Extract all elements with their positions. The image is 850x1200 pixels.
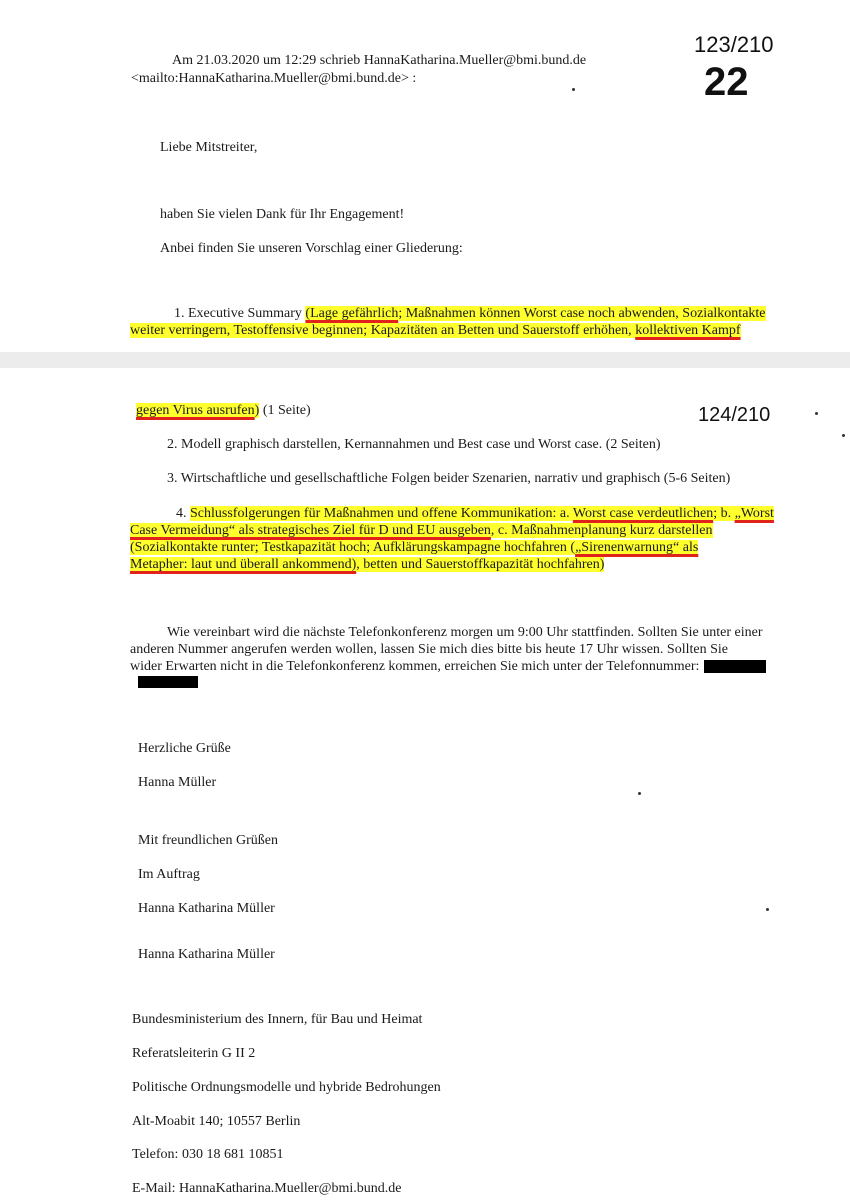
outline-item-1-line-2: weiter verringern, Testoffensive beginnen; Kapazitäten an Betten und Sauerstoff erhöhen, kollektiven Kampf [130,323,741,338]
document-number-stamp: 22 [704,60,749,104]
salutation: Liebe Mitstreiter, [160,140,258,155]
page-number-stamp: 123/210 [694,32,774,57]
scan-speck [842,434,845,437]
scan-speck [638,792,641,795]
signature-department: Politische Ordnungsmodelle und hybride Bedrohungen [132,1080,441,1095]
intro-line: Anbei finden Sie unseren Vorschlag einer Gliederung: [160,241,463,256]
conference-paragraph-line-3: wider Erwarten nicht in die Telefonkonferenz kommen, erreichen Sie mich unter der Telefonnummer: [130,659,700,674]
signature-email[interactable]: E-Mail: HannaKatharina.Mueller@bmi.bund.de [132,1181,402,1196]
outline-item-1-continued: gegen Virus ausrufen) (1 Seite) [136,403,311,418]
redacted-phone-number-cont [138,676,198,688]
email-mailto-link[interactable]: <mailto:HannaKatharina.Mueller@bmi.bund.de> : [131,71,417,86]
email-header-line: Am 21.03.2020 um 12:29 schrieb HannaKatharina.Mueller@bmi.bund.de [172,53,587,68]
document-page-123 [0,0,850,352]
highlight-kampf: kollektiven Kampf [635,323,741,338]
scan-speck [572,88,575,91]
outline-item-4-line-1: 4. Schlussfolgerungen für Maßnahmen und offene Kommunikation: a. Worst case verdeutlichen; b. „Worst [176,506,774,521]
sender-full-name: Hanna Katharina Müller [138,901,275,916]
formal-greeting: Mit freundlichen Grüßen [138,833,278,848]
outline-item-3: 3. Wirtschaftliche und gesellschaftliche Folgen beider Szenarien, narrativ und graphisch (5-6 Seiten) [167,471,731,486]
signature-role: Referatsleiterin G II 2 [132,1046,256,1061]
page-number-stamp: 124/210 [698,404,771,426]
outline-item-4-line-3: (Sozialkontakte runter; Testkapazität hoch; Aufklärungskampagne hochfahren („Sirenenwarnung“ als [130,540,699,555]
outline-item-2: 2. Modell graphisch darstellen, Kernannahmen und Best case und Worst case. (2 Seiten) [167,437,661,452]
document-page-124 [0,368,850,1200]
scan-speck [766,908,769,911]
im-auftrag: Im Auftrag [138,867,200,882]
conference-paragraph-line-1: Wie vereinbart wird die nächste Telefonkonferenz morgen um 9:00 Uhr stattfinden. Sollten Sie unter einer [167,625,763,640]
signature-ministry: Bundesministerium des Innern, für Bau und Heimat [132,1012,423,1027]
scan-speck [815,412,818,415]
outline-item-4-line-4: Metapher: laut und überall ankommend), betten und Sauerstoffkapazität hochfahren) [130,557,605,572]
outline-item-1-line-1: 1. Executive Summary (Lage gefährlich; Maßnahmen können Worst case noch abwenden, Sozialkontakte [174,306,766,321]
page-separator [0,352,850,368]
redacted-phone-number [704,660,766,673]
outline-item-4-line-2: Case Vermeidung“ als strategisches Ziel für D und EU ausgeben, c. Maßnahmenplanung kurz darstellen [130,523,713,538]
conference-paragraph-line-2: anderen Nummer angerufen werden wollen, lassen Sie mich dies bitte bis heute 17 Uhr wissen. Sollten Sie [130,642,728,657]
sender-full-name-repeat: Hanna Katharina Müller [138,947,275,962]
sender-short-name: Hanna Müller [138,775,217,790]
thanks-line: haben Sie vielen Dank für Ihr Engagement! [160,207,405,222]
highlight-lage: Lage gefährlich [310,306,399,321]
signature-address: Alt-Moabit 140; 10557 Berlin [132,1114,301,1129]
signature-phone: Telefon: 030 18 681 10851 [132,1147,284,1162]
greeting: Herzliche Grüße [138,741,231,756]
